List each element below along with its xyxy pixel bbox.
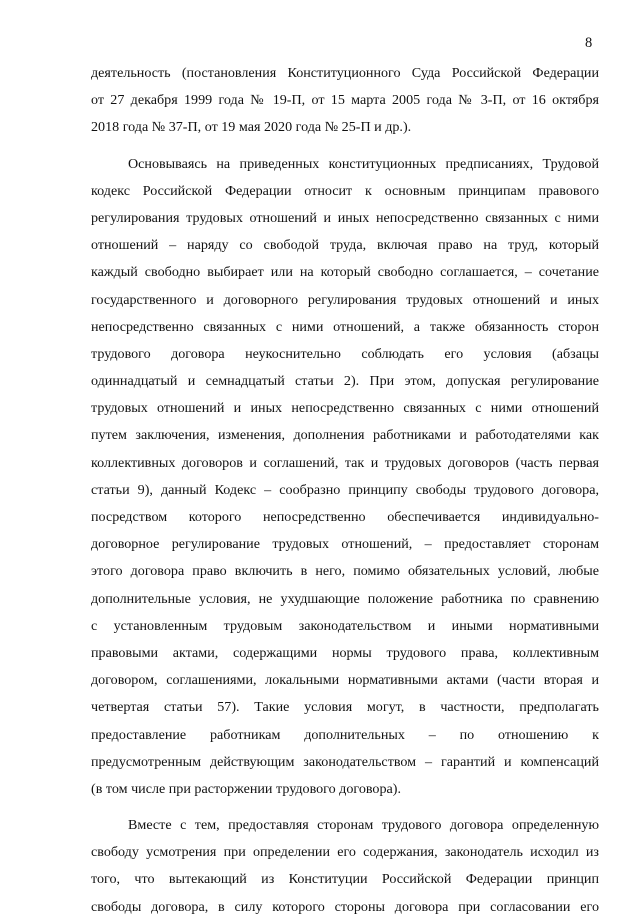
text-line: свободу усмотрения при определении его содержания, законодатель исходил из bbox=[91, 844, 599, 861]
text-line: Основываясь на приведенных конституционных предписаниях, Трудовой bbox=[128, 155, 599, 172]
text-line: трудовых отношений и иных непосредственно связанных с ними отношений bbox=[91, 400, 599, 417]
text-line: правовыми актами, содержащими нормы трудового права, коллективным bbox=[91, 644, 599, 661]
text-line: трудового договора неукоснительно соблюдать его условия (абзацы bbox=[91, 345, 599, 362]
text-line: регулирования трудовых отношений и иных непосредственно связанных с ними bbox=[91, 209, 599, 226]
text-line: деятельность (постановления Конституционного Суда Российской Федерации bbox=[91, 65, 599, 81]
text-line: статьи 9), данный Кодекс – сообразно принципу свободы трудового договора, bbox=[91, 481, 599, 498]
text-line: одиннадцатый и семнадцатый статьи 2). При этом, допуская регулирование bbox=[91, 373, 599, 390]
text-line: свободы договора, в силу которого стороны договора при согласовании его bbox=[91, 898, 599, 915]
text-line: отношений – наряду со свободой труда, включая право на труд, который bbox=[91, 237, 599, 254]
text-line: того, что вытекающий из Конституции Российской Федерации принцип bbox=[91, 871, 599, 888]
text-line: путем заключения, изменения, дополнения работниками и работодателями как bbox=[91, 427, 599, 444]
paragraph-1 bbox=[91, 60, 599, 142]
text-line: Вместе с тем, предоставляя сторонам трудового договора определенную bbox=[128, 817, 599, 834]
text-line: с установленным трудовым законодательством и иными нормативными bbox=[91, 617, 599, 634]
text-line: предусмотренным действующим законодательством – гарантий и компенсаций bbox=[91, 753, 599, 770]
text-line: от 27 декабря 1999 года № 19-П, от 15 марта 2005 года № 3-П, от 16 октября bbox=[91, 92, 599, 109]
paragraph-2 bbox=[91, 151, 599, 804]
text-line: государственного и договорного регулирования трудовых отношений и иных bbox=[91, 291, 599, 308]
text-line: (в том числе при расторжении трудового договора). bbox=[91, 780, 401, 797]
text-line: этого договора право включить в него, помимо обязательных условий, любые bbox=[91, 563, 599, 580]
text-line: 2018 года № 37-П, от 19 мая 2020 года № 25-П и др.). bbox=[91, 119, 412, 136]
text-line: каждый свободно выбирает или на который свободно соглашается, – сочетание bbox=[91, 264, 599, 281]
text-line: непосредственно связанных с ними отношений, а также обязанность сторон bbox=[91, 318, 599, 335]
text-line: договором, соглашениями, локальными нормативными актами (части вторая и bbox=[91, 672, 599, 689]
text-line: четвертая статьи 57). Такие условия могут, в частности, предполагать bbox=[91, 699, 599, 716]
text-line: посредством которого непосредственно обеспечивается индивидуально- bbox=[91, 509, 599, 525]
text-line: дополнительные условия, не ухудшающие положение работника по сравнению bbox=[91, 590, 599, 607]
text-line: договорное регулирование трудовых отношений, – предоставляет сторонам bbox=[91, 536, 599, 553]
text-line: кодекс Российской Федерации относит к основным принципам правового bbox=[91, 182, 599, 199]
text-line: коллективных договоров и соглашений, так и трудовых договоров (часть первая bbox=[91, 454, 599, 471]
text-line: предоставление работникам дополнительных – по отношению к bbox=[91, 726, 599, 743]
page-number: 8 bbox=[585, 35, 593, 51]
document-body bbox=[91, 60, 599, 921]
